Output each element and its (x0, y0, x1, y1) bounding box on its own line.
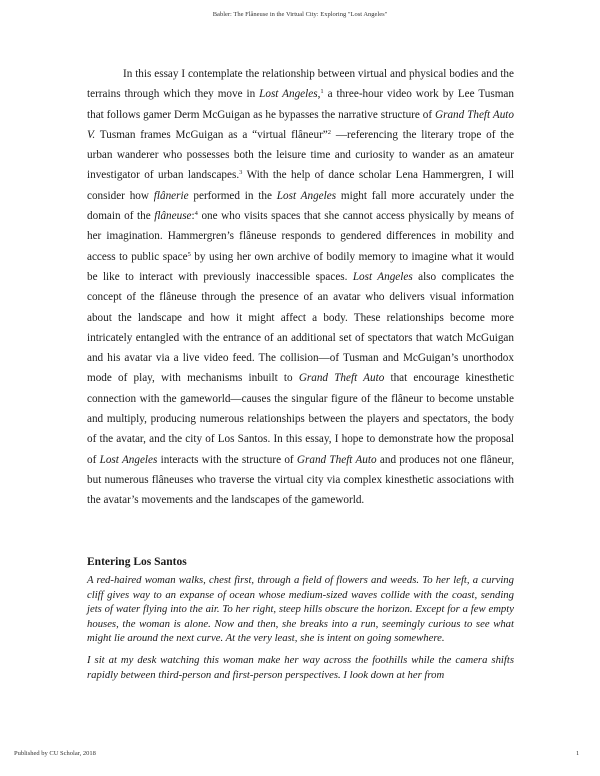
page-number: 1 (576, 750, 580, 757)
footer-publisher: Published by CU Scholar, 2018 (14, 750, 96, 757)
italic-passage: I sit at my desk watching this woman make her way across the foothills while the camera shifts rapidly between third-person and first-person perspectives. I look down at her from (87, 654, 514, 681)
footnote-ref: 4 (194, 210, 198, 218)
footnote-ref: 2 (327, 128, 332, 136)
italic-passage: A red-haired woman walks, chest first, through a field of flowers and weeds. To her left, a curving cliff gives way to an expanse of ocean whose medium-sized waves collide with the coast, sending jets of water flying into the air. To her right, steep hills obscure the horizon. Except for a few empty houses, the woman is alone. Now and then, she breaks into a run, seemingly curious to see what might lie around the next curve. At the very least, she is intent on going somewhere. (87, 574, 514, 644)
footnote-ref: 5 (187, 250, 191, 258)
footnote-ref: 1 (320, 88, 324, 96)
body-paragraph: In this essay I contemplate the relationship between virtual and physical bodies and the terrains through which they move in Lost Angeles,$^1$ a three-hour video work by Lee Tusman that follows gamer Derm McGuigan as he bypasses the narrative structure of Grand Theft Auto V. Tusman frames McGuigan as a “virtual flâneur”$^2$ —referencing the literary trope of the urban wanderer who possesses both the leisure time and curiosity to wander as an amateur investigator of urban landscapes.$^3$ With the help of dance scholar Lena Hammergren, I will consider how flânerie performed in the Lost Angeles might fall more accurately under the domain of the flâneuse:$^4$ one who visits spaces that she cannot access physically by means of her imagination. Hammergren’s flâneuse responds to gendered differences in mobility and access to public space$^5$ by using her own archive of bodily memory to imagine what it would be like to interact with previously inaccessible spaces. Lost Angeles also complicates the concept of the flâneuse through the presence of an avatar who delivers visual information about the landscape and how it might affect a body. These relationships become more intricately entangled with the entrance of an additional set of spectators that watch McGuigan and his avatar via a live video feed. The collision—of Tusman and McGuigan’s unorthodox mode of play, with mechanisms inbuilt to Grand Theft Auto that encourage kinesthetic connection with the gameworld—causes the singular figure of the flâneur to become unstable and multiply, producing numerous relationships between the players and spectators, the body of the avatar, and the city of Los Santos. In this essay, I hope to demonstrate how the proposal of Lost Angeles interacts with the structure of Grand Theft Auto and produces not one flâneur, but numerous flâneuses who traverse the virtual city via complex kinesthetic associations with the avatar’s movements and the landscapes of the gameworld. (87, 68, 515, 507)
running-head: Babler: The Flâneuse in the Virtual City: Exploring "Lost Angeles" (212, 11, 388, 18)
footnote-ref: 3 (239, 169, 243, 177)
section-heading: Entering Los Santos (87, 556, 187, 568)
body-text (87, 64, 514, 511)
